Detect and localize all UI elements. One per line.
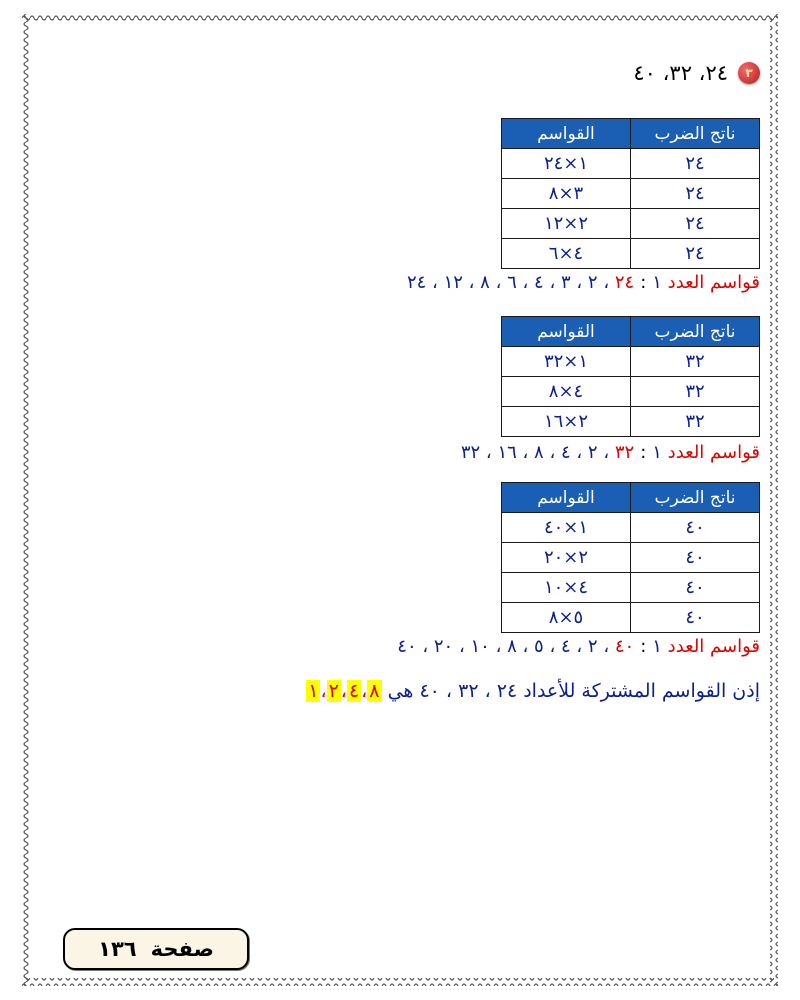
conclusion-text: إذن القواسم المشتركة للأعداد ٢٤ ، ٣٢ ، ٤٠ هي: [387, 680, 760, 702]
divisors-label: قواسم العدد ٤٠: [614, 636, 760, 657]
factors-cell: ٤×٨: [502, 377, 631, 407]
factors-cell: ٥×٨: [502, 603, 631, 633]
product-cell: ٢٤: [631, 179, 760, 209]
product-cell: ٤٠: [631, 543, 760, 573]
separator: ،: [320, 680, 327, 702]
product-cell: ٢٤: [631, 149, 760, 179]
divisors-label: قواسم العدد ٣٢: [614, 442, 760, 463]
factor-table-24: [501, 118, 760, 269]
factors-cell: ١×٤٠: [502, 513, 631, 543]
question-number-badge: ٣: [738, 62, 760, 84]
table-row: [502, 239, 760, 269]
common-divisor: ٨: [369, 680, 380, 702]
product-cell: ٤٠: [631, 513, 760, 543]
question-line: [633, 58, 760, 88]
product-cell: ٢٤: [631, 239, 760, 269]
table-row: [502, 543, 760, 573]
factor-table-40: [501, 482, 760, 633]
header-factors: القواسم: [502, 119, 631, 149]
factors-cell: ٢×١٦: [502, 407, 631, 437]
question-numbers: ٢٤، ٣٢، ٤٠: [633, 61, 728, 85]
table-row: [502, 209, 760, 239]
product-cell: ٤٠: [631, 603, 760, 633]
factors-cell: ٢×٢٠: [502, 543, 631, 573]
table-header-row: [502, 483, 760, 513]
table-row: [502, 603, 760, 633]
divisors-line-32: [461, 442, 760, 463]
separator: ،: [340, 680, 347, 702]
header-product: ناتج الضرب: [631, 483, 760, 513]
factors-cell: ٣×٨: [502, 179, 631, 209]
page-word: صفحة: [150, 937, 214, 961]
header-factors: القواسم: [502, 317, 631, 347]
divisors-label: قواسم العدد ٢٤: [614, 272, 760, 293]
product-cell: ٣٢: [631, 377, 760, 407]
page-number-label: [63, 928, 249, 970]
table-row: [502, 377, 760, 407]
header-factors: القواسم: [502, 483, 631, 513]
table-row: [502, 149, 760, 179]
factors-cell: ٢×١٢: [502, 209, 631, 239]
conclusion-line: [306, 680, 760, 702]
table-header-row: [502, 119, 760, 149]
product-cell: ٤٠: [631, 573, 760, 603]
product-cell: ٣٢: [631, 347, 760, 377]
header-product: ناتج الضرب: [631, 317, 760, 347]
table-row: [502, 179, 760, 209]
common-divisor: ٤: [348, 680, 360, 702]
colon: :: [640, 272, 647, 293]
factors-cell: ٤×١٠: [502, 573, 631, 603]
common-divisor: ٢: [328, 680, 339, 702]
factor-table-32: [501, 316, 760, 437]
table-row: [502, 407, 760, 437]
divisors-line-40: [397, 636, 760, 657]
factors-cell: ٤×٦: [502, 239, 631, 269]
separator: ،: [361, 680, 368, 702]
page-number: ١٣٦: [98, 937, 137, 961]
product-cell: ٢٤: [631, 209, 760, 239]
table-row: [502, 347, 760, 377]
factors-cell: ١×٣٢: [502, 347, 631, 377]
divisors-values: ١ ، ٢ ، ٤ ، ٥ ، ٨ ، ١٠ ، ٢٠ ، ٤٠: [397, 636, 662, 657]
header-product: ناتج الضرب: [631, 119, 760, 149]
table-row: [502, 513, 760, 543]
table-row: [502, 573, 760, 603]
product-cell: ٣٢: [631, 407, 760, 437]
common-divisor: ١: [308, 680, 319, 702]
divisors-values: ١ ، ٢ ، ٤ ، ٨ ، ١٦ ، ٣٢: [460, 442, 662, 463]
colon: :: [640, 636, 647, 657]
factors-cell: ١×٢٤: [502, 149, 631, 179]
divisors-values: ١ ، ٢ ، ٣ ، ٤ ، ٦ ، ٨ ، ١٢ ، ٢٤: [406, 272, 662, 293]
table-header-row: [502, 317, 760, 347]
divisors-line-24: [407, 272, 760, 293]
colon: :: [640, 442, 647, 463]
